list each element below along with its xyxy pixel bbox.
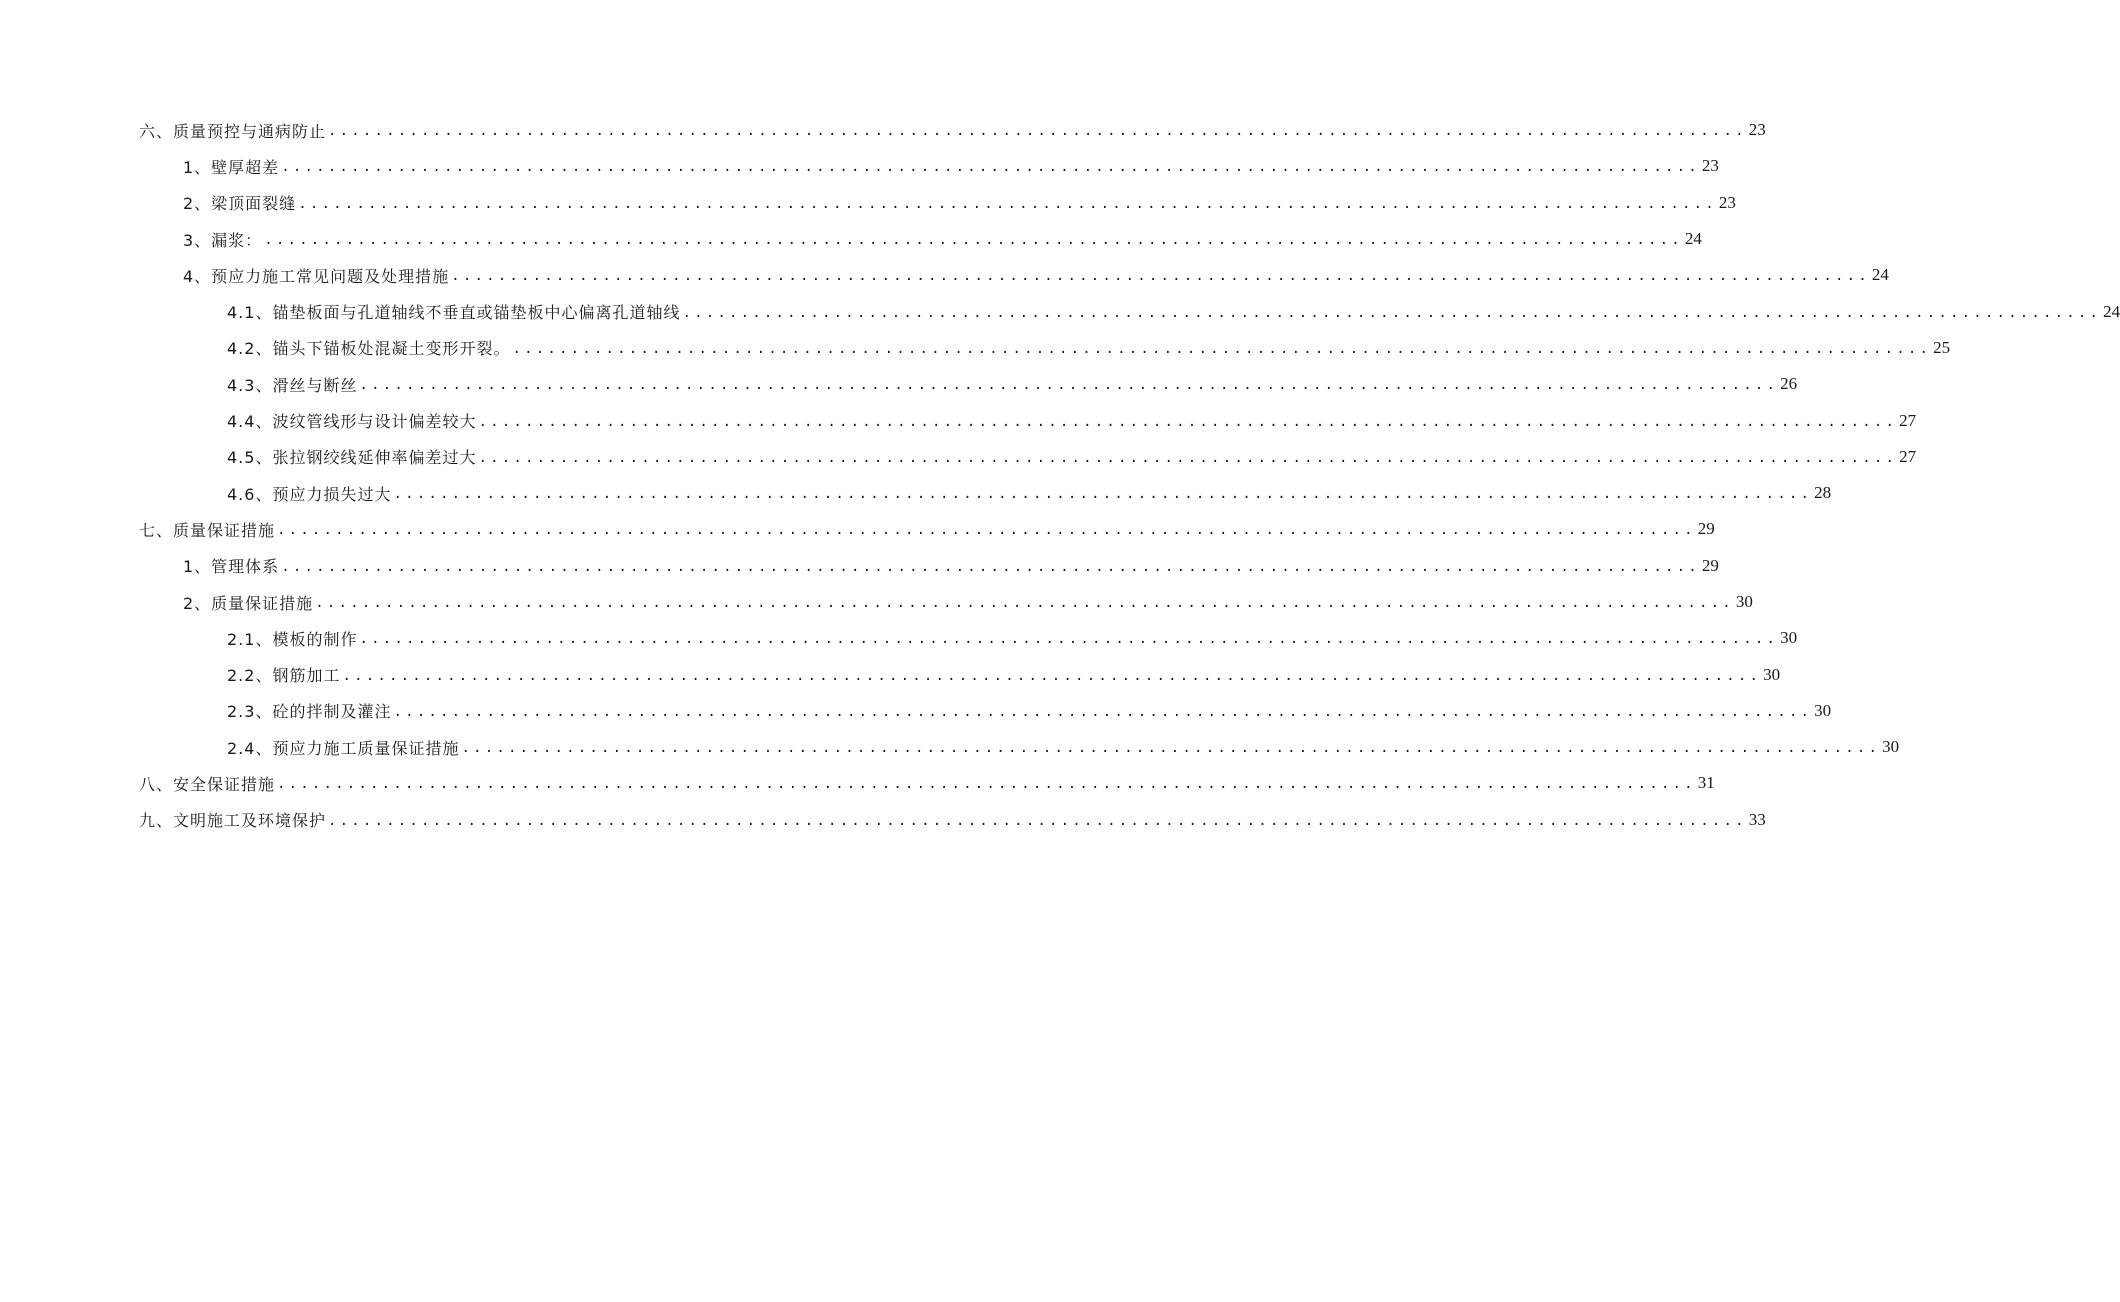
toc-entry-page: 24 (1684, 229, 1702, 249)
toc-entry[interactable] (0, 366, 1798, 402)
toc-leader-dots: .......................................................................................................................... (342, 667, 1762, 684)
toc-entry-title: 六、质量预控与通病防止 (139, 121, 327, 141)
toc-entry-page: 26 (1780, 374, 1798, 394)
toc-entry[interactable] (0, 548, 1719, 584)
toc-entry-title: 2.2、钢筋加工 (227, 666, 341, 686)
toc-entry-title: 2、梁顶面裂缝 (183, 194, 297, 214)
toc-entry-title: 3、漏浆： (183, 230, 263, 250)
toc-leader-dots: .......................................................................................................................... (298, 195, 1717, 212)
toc-leader-dots: .......................................................................................................................... (451, 268, 1870, 285)
toc-leader-dots: .......................................................................................................................... (461, 740, 1881, 757)
toc-leader-dots: .......................................................................................................................... (281, 159, 1700, 176)
toc-leader-dots: .......................................................................................................................... (359, 631, 1779, 648)
toc-entry-title: 4.4、波纹管线形与设计偏差较大 (227, 412, 477, 432)
toc-entry-title: 八、安全保证措施 (139, 774, 276, 794)
toc-entry-page: 33 (1748, 809, 1766, 829)
toc-entry-page: 29 (1697, 519, 1715, 539)
toc-entry-page: 27 (1899, 410, 1917, 430)
toc-entry-title: 4.3、滑丝与断丝 (227, 375, 358, 395)
toc-entry[interactable] (0, 729, 1900, 765)
toc-leader-dots: .......................................................................................................................... (315, 595, 1734, 611)
toc-entry-title: 2、质量保证措施 (183, 593, 314, 613)
toc-entry-page: 24 (1871, 265, 1889, 285)
toc-entry[interactable] (0, 402, 1917, 438)
toc-leader-dots: .......................................................................................................................... (264, 232, 1683, 249)
toc-entry-page: 29 (1701, 555, 1719, 575)
toc-entry-page: 30 (1814, 700, 1832, 720)
toc-leader-dots: .......................................................................................................................... (682, 304, 2102, 321)
toc-entry[interactable] (0, 693, 1832, 729)
toc-entry-title: 4.5、张拉钢绞线延伸率偏差过大 (227, 448, 477, 468)
toc-entry-title: 1、壁厚超差 (183, 157, 280, 177)
toc-entry-title: 1、管理体系 (183, 557, 280, 577)
toc-leader-dots: .......................................................................................................................... (393, 703, 1813, 720)
toc-entry-page: 28 (1814, 483, 1832, 503)
toc-leader-dots: .......................................................................................................................... (512, 340, 1932, 357)
toc-entry[interactable] (0, 802, 1766, 838)
toc-entry-title: 九、文明施工及环境保护 (139, 811, 327, 831)
toc-entry[interactable] (0, 439, 1917, 475)
toc-leader-dots: .......................................................................................................................... (328, 123, 1747, 140)
toc-entry[interactable] (0, 293, 2120, 329)
toc-entry-page: 30 (1780, 628, 1798, 648)
toc-entry[interactable] (0, 511, 1715, 547)
toc-entry-title: 七、质量保证措施 (139, 520, 276, 540)
toc-leader-dots: .......................................................................................................................... (393, 486, 1813, 503)
toc-entry-title: 4.1、锚垫板面与孔道轴线不垂直或锚垫板中心偏离孔道轴线 (227, 303, 681, 323)
toc-entry-page: 23 (1701, 156, 1719, 176)
toc-entry-page: 24 (2103, 301, 2120, 321)
toc-entry[interactable] (0, 656, 1781, 692)
toc-leader-dots: .......................................................................................................................... (478, 449, 1898, 466)
toc-entry[interactable] (0, 620, 1798, 656)
toc-entry[interactable] (0, 584, 1753, 620)
toc-entry-title: 4.6、预应力损失过大 (227, 484, 392, 504)
toc-entry-page: 23 (1748, 120, 1766, 140)
toc-entry[interactable] (0, 257, 1889, 293)
table-of-contents (0, 112, 2120, 838)
toc-leader-dots: .......................................................................................................................... (478, 413, 1898, 430)
toc-leader-dots: .......................................................................................................................... (277, 522, 1696, 539)
toc-leader-dots: .......................................................................................................................... (328, 812, 1747, 829)
toc-entry-title: 2.3、砼的拌制及灌注 (227, 702, 392, 722)
toc-entry-page: 27 (1899, 446, 1917, 466)
toc-entry-title: 2.1、模板的制作 (227, 629, 358, 649)
toc-entry[interactable] (0, 330, 1951, 366)
toc-entry-page: 23 (1718, 192, 1736, 212)
toc-entry[interactable] (0, 765, 1715, 801)
toc-leader-dots: .......................................................................................................................... (277, 776, 1696, 793)
toc-entry-title: 4.2、锚头下锚板处混凝土变形开裂。 (227, 339, 511, 359)
toc-leader-dots: .......................................................................................................................... (359, 377, 1779, 394)
toc-entry[interactable] (0, 185, 1736, 221)
toc-entry-page: 31 (1697, 773, 1715, 793)
toc-leader-dots: .......................................................................................................................... (281, 558, 1700, 575)
toc-entry-page: 30 (1882, 737, 1900, 757)
toc-entry-title: 2.4、预应力施工质量保证措施 (227, 738, 460, 758)
toc-entry-page: 25 (1933, 337, 1951, 357)
toc-entry[interactable] (0, 475, 1832, 511)
toc-entry-page: 30 (1735, 592, 1753, 611)
toc-entry[interactable] (0, 221, 1702, 257)
toc-entry-page: 30 (1763, 664, 1781, 684)
toc-entry-title: 4、预应力施工常见问题及处理措施 (183, 266, 450, 286)
toc-entry[interactable] (0, 148, 1719, 184)
toc-entry[interactable] (0, 112, 1766, 148)
